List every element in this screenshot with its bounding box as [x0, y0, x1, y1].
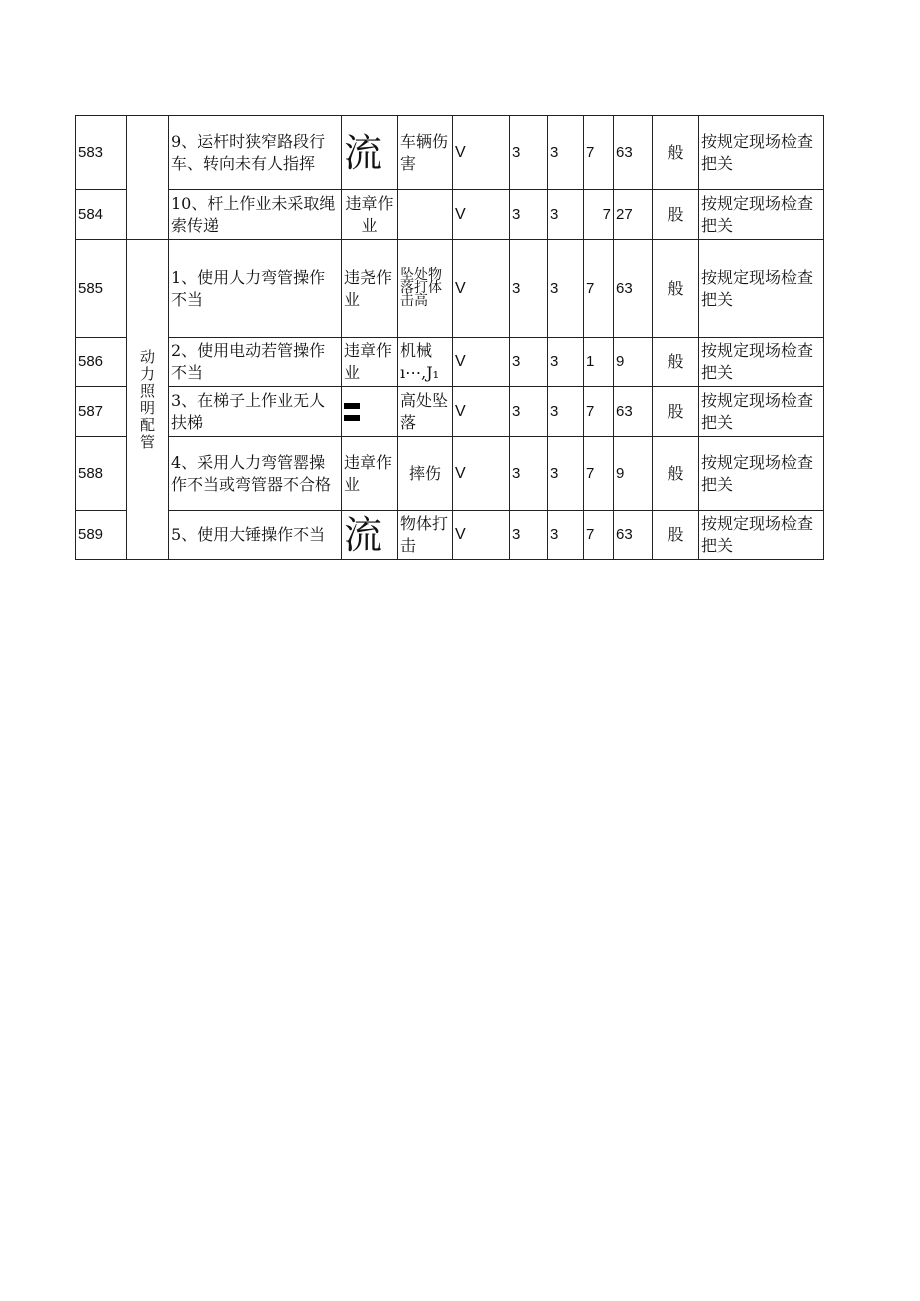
category-cell — [127, 240, 169, 560]
hazard-description: 3、在梯子上作业无人扶梯 — [169, 387, 342, 437]
check-mark: V — [453, 511, 510, 560]
check-mark: V — [453, 116, 510, 190]
row-number: 587 — [76, 387, 127, 437]
risk-level: 股 — [653, 511, 699, 560]
table-row — [76, 387, 824, 437]
consequence-value: 7 — [584, 190, 614, 240]
harm-cell: 车辆伤害 — [398, 116, 453, 190]
risk-level: 股 — [653, 387, 699, 437]
risk-score: 9 — [614, 338, 653, 387]
black-bar-mark — [344, 403, 360, 409]
risk-score: 27 — [614, 190, 653, 240]
category-char: 力 — [139, 364, 155, 383]
table-row — [76, 338, 824, 387]
consequence-value: 7 — [584, 511, 614, 560]
cause-cell: 流 — [342, 116, 398, 190]
hazard-description: 4、采用人力弯管罂操作不当或弯管器不合格 — [169, 437, 342, 511]
control-measure: 按规定现场检查把关 — [699, 240, 824, 338]
harm-cell: 机械 ı⋯,J₁ — [398, 338, 453, 387]
row-number: 589 — [76, 511, 127, 560]
category-char: 配 — [139, 415, 155, 434]
risk-level: 般 — [653, 338, 699, 387]
exposure-value: 3 — [548, 387, 584, 437]
exposure-value: 3 — [548, 116, 584, 190]
risk-assessment-table — [75, 115, 824, 560]
risk-level: 股 — [653, 190, 699, 240]
likelihood-value: 3 — [510, 190, 548, 240]
cause-cell: 违章作业 — [342, 190, 398, 240]
check-mark: V — [453, 240, 510, 338]
category-char: 管 — [139, 432, 155, 451]
likelihood-value: 3 — [510, 437, 548, 511]
cause-cell-marks — [342, 387, 398, 437]
table-row — [76, 240, 824, 338]
harm-cell: 坠处物落打体击高 — [398, 240, 453, 338]
harm-cell: 高处坠落 — [398, 387, 453, 437]
category-char: 明 — [139, 398, 155, 417]
likelihood-value: 3 — [510, 240, 548, 338]
check-mark: V — [453, 387, 510, 437]
row-number: 588 — [76, 437, 127, 511]
category-cell-empty — [127, 116, 169, 240]
hazard-description: 10、杆上作业未采取绳索传递 — [169, 190, 342, 240]
cause-cell: 违章作业 — [342, 437, 398, 511]
table-row — [76, 190, 824, 240]
risk-level: 般 — [653, 116, 699, 190]
likelihood-value: 3 — [510, 338, 548, 387]
risk-score: 63 — [614, 511, 653, 560]
risk-score: 63 — [614, 387, 653, 437]
row-number: 585 — [76, 240, 127, 338]
category-char: 照 — [139, 381, 155, 400]
harm-cell: 物体打击 — [398, 511, 453, 560]
exposure-value: 3 — [548, 437, 584, 511]
hazard-description: 1、使用人力弯管操作不当 — [169, 240, 342, 338]
row-number: 584 — [76, 190, 127, 240]
cause-cell: 流 — [342, 511, 398, 560]
consequence-value: 7 — [584, 437, 614, 511]
harm-cell — [398, 190, 453, 240]
hazard-description: 2、使用电动若管操作不当 — [169, 338, 342, 387]
harm-cell: 摔伤 — [398, 437, 453, 511]
exposure-value: 3 — [548, 511, 584, 560]
consequence-value: 1 — [584, 338, 614, 387]
exposure-value: 3 — [548, 190, 584, 240]
exposure-value: 3 — [548, 338, 584, 387]
risk-score: 9 — [614, 437, 653, 511]
table-row — [76, 511, 824, 560]
row-number: 583 — [76, 116, 127, 190]
category-char: 动 — [139, 347, 155, 366]
risk-score: 63 — [614, 240, 653, 338]
row-number: 586 — [76, 338, 127, 387]
likelihood-value: 3 — [510, 511, 548, 560]
risk-level: 般 — [653, 437, 699, 511]
control-measure: 按规定现场检查把关 — [699, 116, 824, 190]
check-mark: V — [453, 437, 510, 511]
risk-level: 般 — [653, 240, 699, 338]
consequence-value: 7 — [584, 116, 614, 190]
consequence-value: 7 — [584, 240, 614, 338]
control-measure: 按规定现场检查把关 — [699, 437, 824, 511]
check-mark: V — [453, 190, 510, 240]
table-row — [76, 116, 824, 190]
hazard-description: 5、使用大锤操作不当 — [169, 511, 342, 560]
control-measure: 按规定现场检查把关 — [699, 387, 824, 437]
control-measure: 按规定现场检查把关 — [699, 190, 824, 240]
check-mark: V — [453, 338, 510, 387]
hazard-description: 9、运杆时狭窄路段行车、转向未有人指挥 — [169, 116, 342, 190]
exposure-value: 3 — [548, 240, 584, 338]
control-measure: 按规定现场检查把关 — [699, 338, 824, 387]
table-row — [76, 437, 824, 511]
consequence-value: 7 — [584, 387, 614, 437]
black-bar-mark — [344, 415, 360, 421]
control-measure: 按规定现场检查把关 — [699, 511, 824, 560]
risk-score: 63 — [614, 116, 653, 190]
cause-cell: 违章作业 — [342, 338, 398, 387]
likelihood-value: 3 — [510, 116, 548, 190]
likelihood-value: 3 — [510, 387, 548, 437]
cause-cell: 违尧作业 — [342, 240, 398, 338]
